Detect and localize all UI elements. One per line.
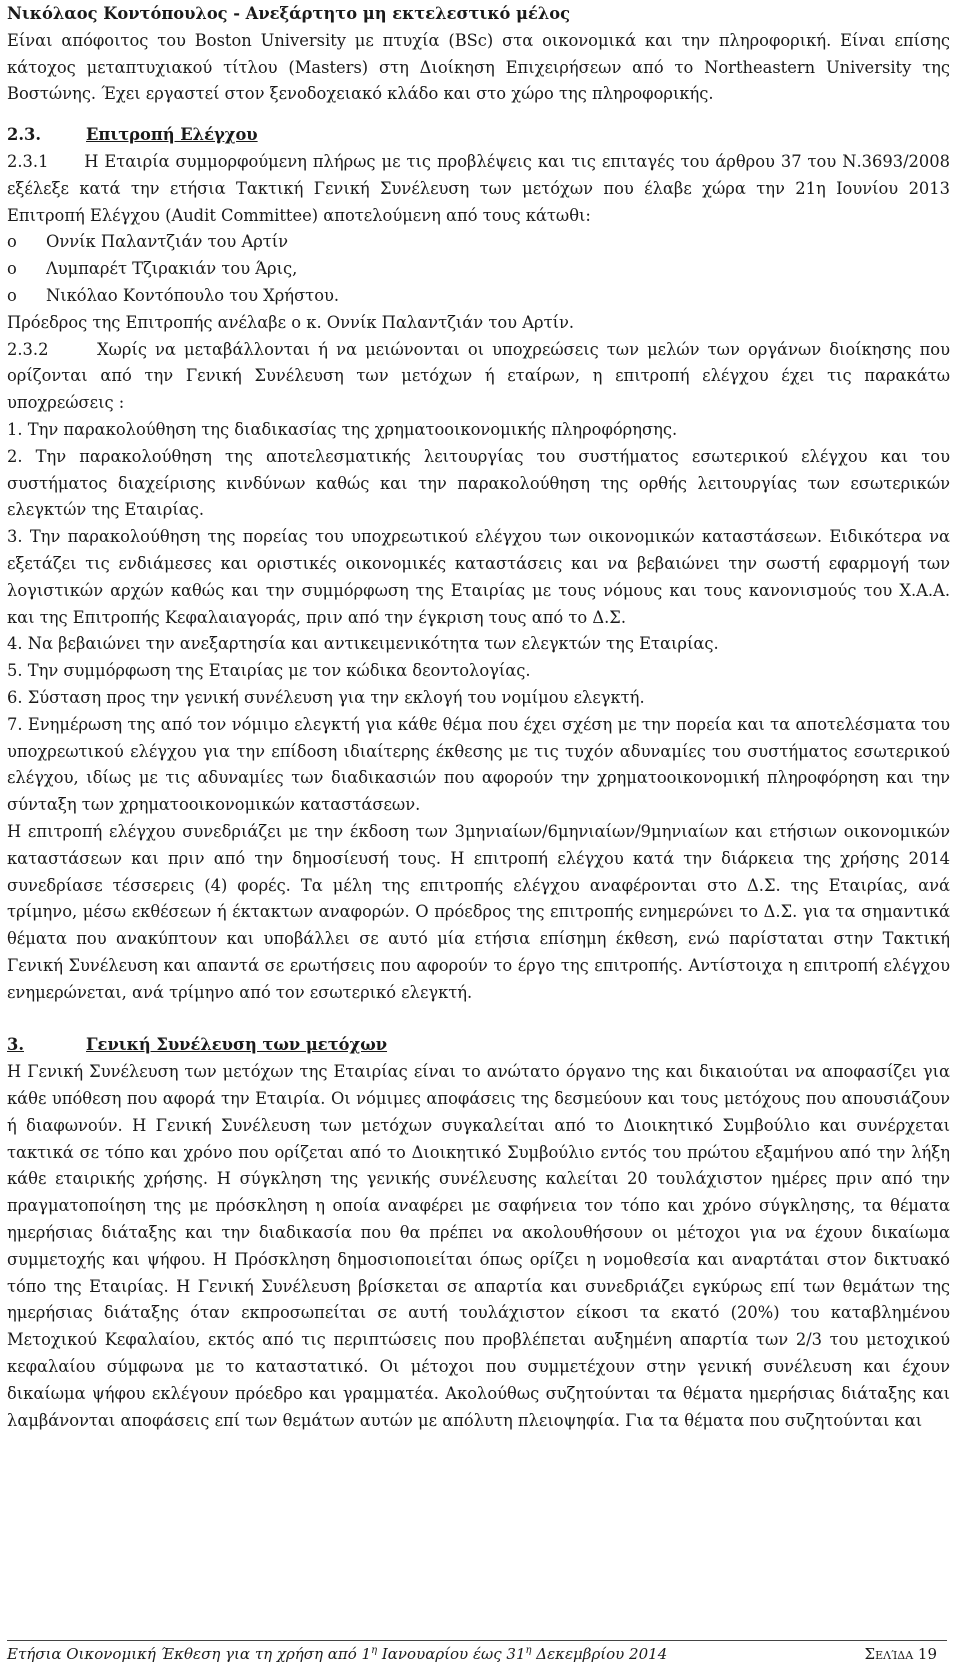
- paragraph-2-3-2: [7, 337, 950, 417]
- footer-title-part: Ετήσια Οικονομική Έκθεση για τη χρήση από 1: [7, 1645, 372, 1663]
- section-3-title: Γενική Συνέλευση των μετόχων: [86, 1035, 388, 1055]
- member-name: Οννίκ Παλαντζιάν του Αρτίν: [46, 232, 289, 252]
- footer-title-part: Ιανουαρίου έως 31: [377, 1645, 526, 1663]
- page-footer: [7, 1640, 947, 1663]
- footer-superscript: η: [525, 1645, 532, 1656]
- committee-closing-paragraph: Η επιτροπή ελέγχου συνεδριάζει με την έκδοση των 3μηνιαίων/6μηνιαίων/9μηνιαίων και ετήσιων οικονομικών καταστάσεων και πριν από την δημοσίευσή τους. Η επιτροπή ελέγχου κατά την διάρκεια της χρήσης 2014 συνεδρίασε τέσσερεις (4) φορές. Τα μέλη της επιτροπής ελέγχου αναφέρονται στο Δ.Σ. της Εταιρίας, ανά τρίμηνο, μέσω εκθέσεων ή έκτακτων αναφορών. Ο πρόεδρος της επιτροπής ενημερώνει το Δ.Σ. για τα σημαντικά θέματα που ανακύπτουν και υποβάλλει σε αυτό μία ετήσια επίσημη έκθεση, ενώ παρίσταται στην Τακτική Γενική Συνέλευση και απαντά σε ερωτήσεις που αφορούν το έργο της επιτροπής. Αντίστοιχα η επιτροπή ελέγχου ενημερώνεται, ανά τρίμηνο από τον εσωτερικό ελεγκτή.: [7, 821, 950, 1002]
- paragraph-2-3-1-text: Η Εταιρία συμμορφούμενη πλήρως με τις προβλέψεις και τις επιταγές του άρθρου 37 του Ν.3693/2008 εξέλεξε κατά την ετήσια Τακτική Γενική Συνέλευση των μετόχων που έλαβε χώρα την 21η Ιουνίου 2013 Επιτροπή Ελέγχου (Audit Committee) αποτελούμενη από τους κάτωθι:: [7, 151, 950, 225]
- duty-item: 3. Την παρακολούθηση της πορείας του υποχρεωτικού ελέγχου των οικονομικών καταστάσεων. Ειδικότερα να εξετάζει τις ενδιάμεσες και οριστικές οικονομικές καταστάσεις και να βεβαιώνει την σωστή εφαρμογή των λογιστικών αρχών καθώς και την συμμόρφωση της Εταιρίας με τους νόμους και τους κανονισμούς του Χ.Α.Α. και της Επιτροπής Κεφαλαιαγοράς, πριν από την έγκριση τους από το Δ.Σ.: [7, 527, 950, 627]
- page-number: Σελίδα 19: [864, 1645, 937, 1663]
- duty-item: 1. Την παρακολούθηση της διαδικασίας της χρηματοοικονομικής πληροφόρησης.: [7, 419, 678, 439]
- section-2-3-number: 2.3.: [7, 125, 41, 145]
- member-item: [7, 229, 950, 256]
- committee-chair: Πρόεδρος της Επιτροπής ανέλαβε ο κ. Οννίκ Παλαντζιάν του Αρτίν.: [7, 312, 575, 332]
- paragraph-2-3-2-number: 2.3.2: [7, 339, 49, 359]
- member-item: [7, 283, 950, 310]
- bullet-marker: o: [7, 285, 17, 305]
- director-name-title: Νικόλαος Κοντόπουλος - Ανεξάρτητο μη εκτελεστικό μέλος: [7, 4, 571, 23]
- footer-report-title: [7, 1645, 667, 1663]
- paragraph-2-3-2-text: Χωρίς να μεταβάλλονται ή να μειώνονται οι υποχρεώσεις των μελών των οργάνων διοίκησης που ορίζονται από την Γενική Συνέλευση των μετόχων ή εταίρων, η επιτροπή ελέγχου έχει τις παρακάτω υποχρεώσεις :: [7, 339, 950, 413]
- duty-item: 7. Ενημέρωση της από τον νόμιμο ελεγκτή για κάθε θέμα που έχει σχέση με την πορεία και τα αποτελέσματα του υποχρεωτικού ελέγχου για την επίδοση ιδιαίτερης έκθεσης με τις τυχόν αδυναμίες του συστήματος εσωτερικού ελέγχου, ιδίως με τις αδυναμίες των διαδικασιών που αφορούν την χρηματοοικονομική πληροφόρηση και την σύνταξη των χρηματοοικονομικών καταστάσεων.: [7, 714, 950, 815]
- bullet-marker: o: [7, 232, 17, 252]
- section-2-3-heading: [7, 122, 950, 149]
- footer-superscript: η: [371, 1645, 378, 1656]
- document-page: [7, 0, 950, 1434]
- duty-item: 6. Σύσταση προς την γενική συνέλευση για την εκλογή του νομίμου ελεγκτή.: [7, 687, 645, 707]
- section-2-3-title: Επιτροπή Ελέγχου: [86, 125, 258, 145]
- member-name: Λυμπαρέτ Τζιρακιάν του Άρις,: [46, 259, 298, 279]
- section-3-paragraph: Η Γενική Συνέλευση των μετόχων της Εταιρίας είναι το ανώτατο όργανο της και δικαιούται να αποφασίζει για κάθε υπόθεση που αφορά την Εταιρία. Οι νόμιμες αποφάσεις της δεσμεύουν και τους μετόχους που απουσιάζουν ή διαφωνούν. Η Γενική Συνέλευση των μετόχων συγκαλείται από το Διοικητικό Συμβούλιο και συνέρχεται τακτικά σε τόπο και χρόνο που ορίζεται από το Διοικητικό Συμβούλιο εντός του πρώτου εξαμήνου από την λήξη κάθε εταιρικής χρήσης. Η σύγκληση της γενικής συνέλευσης καλείται 20 τουλάχιστον ημέρες πριν από την πραγματοποίηση της με πρόσκληση η οποία αναφέρει με σαφήνεια τον τόπο και χρόνο σύγκλησης, τα θέματα ημερήσιας διάταξης και την διαδικασία που θα πρέπει να ακολουθήσουν οι μέτοχοι για να έχουν δικαίωμα συμμετοχής και ψήφου. Η Πρόσκληση δημοσιοποιείται όπως ορίζει η νομοθεσία και αναρτάται στον δικτυακό τόπο της Εταιρίας. Η Γενική Συνέλευση βρίσκεται σε απαρτία και συνεδριάζει εγκύρως επί των θεμάτων της ημερήσιας διάταξης όταν εκπροσωπείται σε αυτή τουλάχιστον είκοσι τα εκατό (20%) του καταβλημένου Μετοχικού Κεφαλαίου, εκτός από τις περιπτώσεις που προβλέπεται αυξημένη απαρτία των 2/3 του μετοχικού κεφαλαίου σύμφωνα με το καταστατικό. Οι μέτοχοι που συμμετέχουν στην γενική συνέλευση και έχουν δικαίωμα ψήφου εκλέγουν πρόεδρο και γραμματέα. Ακολούθως συζητούνται τα θέματα ημερήσιας διάταξης και λαμβάνονται αποφάσεις επί των θεμάτων αυτών με απόλυτη πλειοψηφία. Για τα θέματα που συζητούνται και: [7, 1062, 950, 1430]
- member-item: [7, 256, 950, 283]
- section-3-heading: [7, 1032, 950, 1059]
- member-name: Νικόλαο Κοντόπουλο του Χρήστου.: [46, 285, 340, 305]
- duty-item: 2. Την παρακολούθηση της αποτελεσματικής λειτουργίας του συστήματος εσωτερικού ελέγχου και του συστήματος διαχείρισης κινδύνων καθώς και την παρακολούθηση της ορθής λειτουργίας των εσωτερικών ελεγκτών της Εταιρίας.: [7, 446, 950, 520]
- director-bio: Είναι απόφοιτος του Boston University με πτυχία (BSc) στα οικονομικά και την πληροφορική. Είναι επίσης κάτοχος μεταπτυχιακού τίτλου (Masters) στη Διοίκηση Επιχειρήσεων από το Northeastern University της Βοστώνης. Έχει εργαστεί στον ξενοδοχειακό κλάδο και στο χώρο της πληροφορικής.: [7, 30, 950, 104]
- duty-item: 5. Την συμμόρφωση της Εταιρίας με τον κώδικα δεοντολογίας.: [7, 661, 531, 681]
- section-3-number: 3.: [7, 1035, 24, 1055]
- bullet-marker: o: [7, 259, 17, 279]
- paragraph-2-3-1-number: 2.3.1: [7, 151, 49, 171]
- duty-item: 4. Να βεβαιώνει την ανεξαρτησία και αντικειμενικότητα των ελεγκτών της Εταιρίας.: [7, 634, 719, 654]
- paragraph-2-3-1: [7, 149, 950, 229]
- footer-title-part: Δεκεμβρίου 2014: [531, 1645, 668, 1663]
